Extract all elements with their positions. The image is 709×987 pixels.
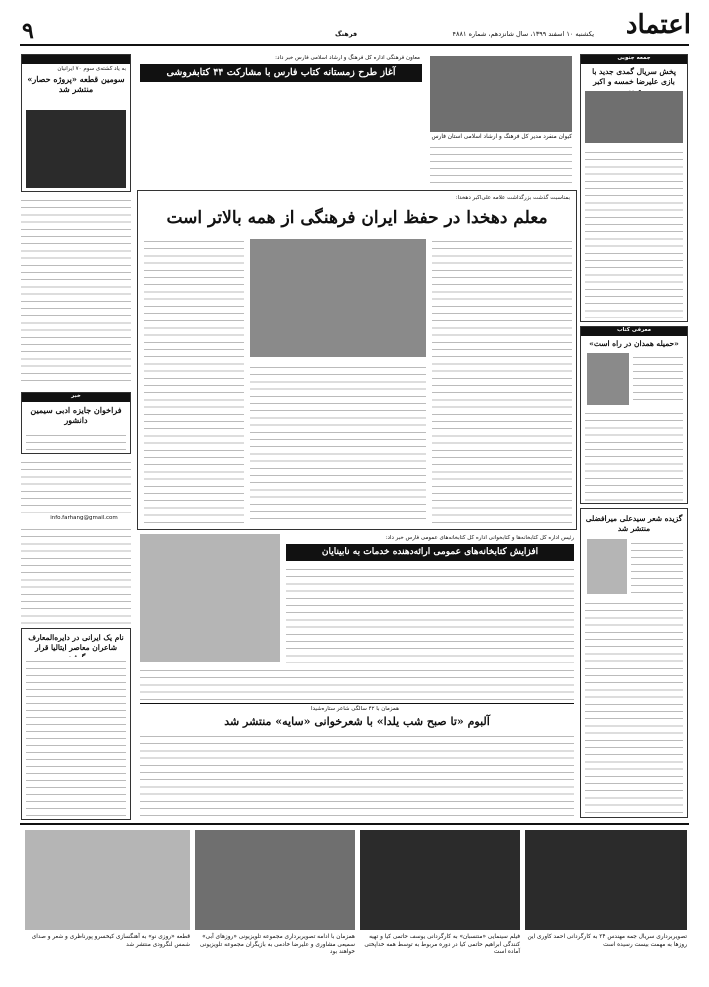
left-col-text-1 [21, 196, 131, 386]
bottom-caption-1: تصویربرداری سریال جمه مهندس ۲۴ به کارگردانی احمد کاوری این روزها به مهمت بیست رسیده است [527, 934, 687, 948]
right-box-poetry [580, 508, 688, 818]
page-number: ۹ [22, 18, 34, 44]
left-box-title: سومین قطعه «پروژه حصار» منتشر شد [27, 74, 125, 94]
lead-story-title: معلم دهخدا در حفظ ایران فرهنگی از همه بالاتر است [166, 208, 548, 228]
bottom-caption-2: فیلم سینمایی «منتسبان» به کارگردانی یوسف حاتمی کیا و تهیه کنندگی ابراهیم حاتمی کیا در دوره مربوط به توسط همه خداپختی آماده است [364, 934, 520, 955]
top-story-title: آغاز طرح زمستانه کتاب فارس با مشارکت ۴۴ کتابفروشی [140, 64, 422, 82]
left-box-project [21, 54, 131, 192]
library-story-title: افزایش کتابخانه‌های عمومی ارائه‌دهنده خدمات به نابینایان [286, 544, 574, 561]
left-box-italy-text [26, 657, 126, 817]
top-story-text [140, 86, 422, 182]
left-box-award-title: فراخوان جایزه ادبی سیمین دانشور [30, 405, 122, 425]
left-box-kicker: به یاد کشته‌ی سوم ۷۰ ایرانیان [57, 66, 126, 72]
right-box-book-band: معرفی کتاب [581, 327, 687, 336]
right-box-series-band: جمعه جنوبی [581, 55, 687, 64]
right-box-series [580, 54, 688, 322]
left-col-text-3 [21, 525, 131, 625]
right-box-poetry-text-1 [631, 539, 683, 594]
bottom-caption-4: قطعه «روزی نو» به آهنگسازی کیخسرو پورناظری و شعر و صدای شمس لنگرودی منتشر شد [31, 934, 190, 948]
bottom-photo-4 [25, 830, 190, 930]
newspaper-logo: اعتماد [625, 10, 691, 40]
lead-story-box [137, 190, 577, 530]
masthead-rule [20, 44, 689, 46]
right-box-series-photo [585, 91, 683, 143]
lead-story-kicker: بمناسبت گذشت بزرگداشت علامه علی‌اکبر دهخدا: [455, 195, 570, 201]
lead-story-col-3 [432, 237, 572, 525]
bottom-photo-1 [525, 830, 687, 930]
left-box-award [21, 392, 131, 454]
top-story-kicker: معاون فرهنگی اداره کل فرهنگ و ارشاد اسلامی فارس خبر داد: [275, 55, 420, 61]
top-story-text-2 [430, 143, 572, 183]
library-photo [140, 534, 280, 662]
library-story-kicker: رئیس اداره کل کتابخانه‌ها و کتابخوانی اداره کل کتابخانه‌های عمومی فارس خبر داد: [385, 535, 574, 541]
masthead [0, 0, 709, 50]
left-box-award-text [26, 431, 126, 451]
bottom-photo-3 [195, 830, 355, 930]
right-box-series-title: پخش سریال گمدی جدید با بازی علیرضا خمسه و اکبر [592, 67, 676, 86]
lead-story-photo [250, 239, 426, 357]
left-box-award-band: خبر [22, 393, 130, 402]
poetry-book-cover [587, 539, 627, 594]
album-story-kicker: همزمان با ۴۲ سالگی شاعر ستاره‌شیدا [311, 706, 399, 712]
left-box-band [22, 55, 130, 64]
issue-line: یکشنبه ۱۰ اسفند ۱۳۹۹، سال شانزدهم، شماره ۴۸۸۱ [452, 30, 594, 38]
bottom-photo-2 [360, 830, 520, 930]
top-story-photo [430, 56, 572, 132]
right-box-book-title: «حمیله همدان در راه است» [589, 339, 679, 348]
right-box-book-text-2 [585, 409, 683, 501]
right-box-book [580, 326, 688, 504]
right-box-poetry-title: گزیده شعر سیدعلی میرافضلی منتشر شد [585, 514, 683, 533]
lead-story-col-1 [144, 237, 244, 525]
bottom-strip-rule [20, 823, 689, 825]
album-story-title: آلبوم «تا صبح شب یلدا» با شعرخوانی «سایه» منتشر شد [224, 715, 490, 728]
left-box-photo [26, 110, 126, 188]
bottom-caption-3: همزمان با ادامه تصویربرداری مجموعه تلویزیونی «روزهای آبی» سمیعی مشاوری و علیرضا خادمی به بازیگران مجموعه تلویزیونی خواهند بود [199, 934, 355, 955]
library-story-text-2 [140, 666, 574, 700]
right-box-poetry-text-2 [585, 599, 683, 813]
album-top-rule [140, 703, 574, 704]
lead-story-col-2 [250, 363, 426, 525]
left-box-italy [21, 628, 131, 820]
left-box-italy-title: نام یک ایرانی در دایره‌المعارف شاعران معاصر ایتالیا قرار [28, 633, 124, 652]
right-box-book-text-1 [633, 353, 683, 405]
right-box-series-text [585, 148, 683, 318]
top-story-caption: کیوان منفرد مدیر کل فرهنگ و ارشاد اسلامی استان فارس [431, 134, 572, 140]
email-address: info.farhang@gmail.com [50, 515, 118, 521]
book-cover [587, 353, 629, 405]
album-story-text [140, 732, 574, 818]
left-col-text-2 [21, 458, 131, 513]
section-name: فرهنگ [335, 30, 358, 38]
library-story-text-1 [286, 565, 574, 663]
